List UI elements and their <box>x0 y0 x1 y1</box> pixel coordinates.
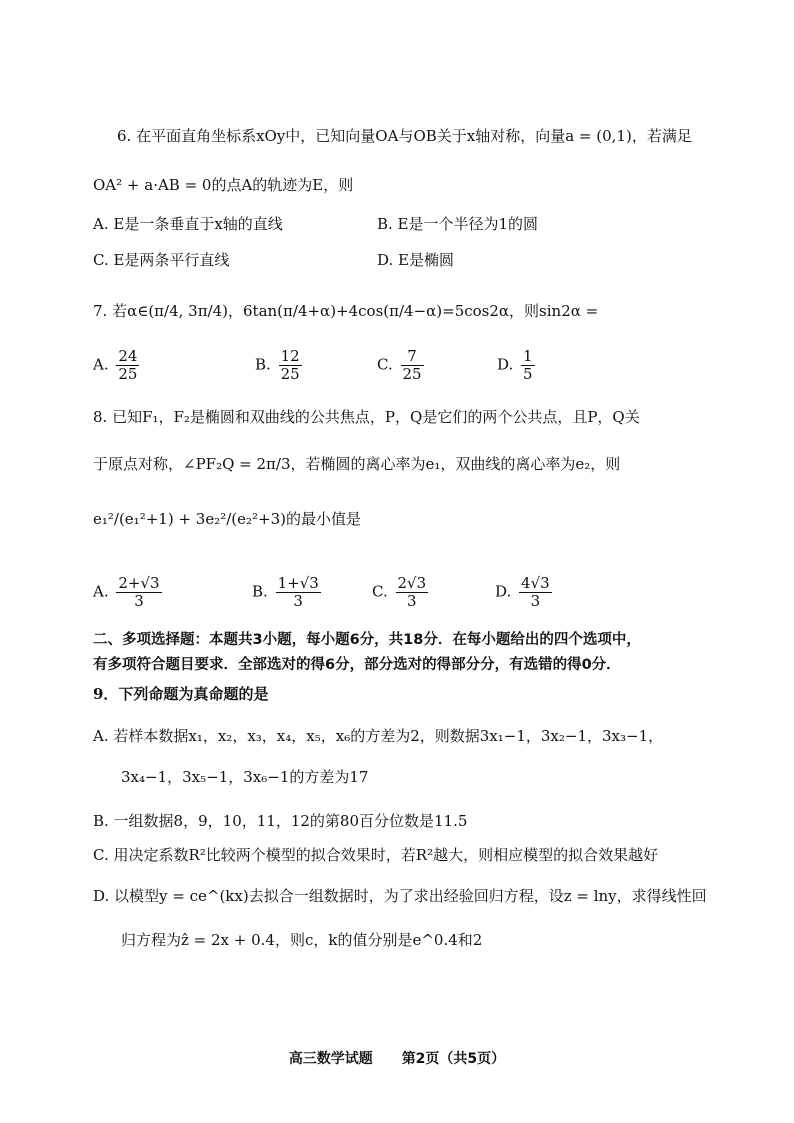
q7-option-d-num: 1 <box>523 347 533 365</box>
q8-line1: 8. 已知F₁，F₂是椭圆和双曲线的公共焦点，P，Q是它们的两个公共点，且P，Q关 <box>93 408 640 426</box>
q6-line2: OA² + a·AB = 0的点A的轨迹为E，则 <box>93 176 354 194</box>
q8-option-d <box>495 575 555 610</box>
q7-option-c-label: C. <box>377 355 393 374</box>
q7-option-d <box>497 348 538 383</box>
q8-option-b-fraction <box>276 575 321 610</box>
q6-option-b: B. E是一个半径为1的圆 <box>377 215 539 233</box>
q7-option-a-den: 25 <box>118 365 138 383</box>
q9-option-d-line1: D. 以模型y = ce^(kx)去拟合一组数据时，为了求出经验回归方程，设z = lny，求得线性回 <box>93 887 707 905</box>
q8-option-d-num: 4√3 <box>521 574 550 592</box>
q8-option-d-den: 3 <box>519 592 552 610</box>
q8-option-a <box>93 575 165 610</box>
q8-option-c <box>372 575 431 610</box>
footer-title: 高三数学试题 <box>288 1051 373 1067</box>
q8-option-a-fraction <box>116 575 161 610</box>
section2-line2: 有多项符合题目要求．全部选对的得6分，部分选对的得部分分，有选错的得0分． <box>93 657 621 673</box>
section2-line1: 二、多项选择题：本题共3小题，每小题6分，共18分．在每小题给出的四个选项中， <box>93 632 641 648</box>
q7-option-a-num: 24 <box>118 347 138 365</box>
q6-option-c: C. E是两条平行直线 <box>93 251 230 269</box>
q8-option-b-label: B. <box>252 582 268 601</box>
q7-option-b-den: 25 <box>280 365 300 383</box>
q7-option-b-label: B. <box>255 355 271 374</box>
q7-stem: 7. 若α∈(π/4, 3π/4)，6tan(π/4+α)+4cos(π/4−α)=5cos2α，则sin2α = <box>93 302 599 320</box>
q6-option-a: A. E是一条垂直于x轴的直线 <box>93 215 283 233</box>
q6-option-d: D. E是椭圆 <box>377 251 454 269</box>
q8-option-b-num: 1+√3 <box>277 574 319 592</box>
q9-option-c: C. 用决定系数R²比较两个模型的拟合效果时，若R²越大，则相应模型的拟合效果越好 <box>93 846 659 864</box>
q8-option-a-num: 2+√3 <box>118 574 160 592</box>
q6-line1: 6. 在平面直角坐标系xOy中，已知向量OA与OB关于x轴对称，向量a = (0,1)，若满足 <box>117 127 692 145</box>
q8-option-a-den: 3 <box>116 592 161 610</box>
q7-option-b-fraction <box>279 348 302 383</box>
q8-option-c-num: 2√3 <box>397 574 427 592</box>
q7-option-c-fraction <box>401 348 424 383</box>
q7-option-b <box>255 348 305 383</box>
q9-stem: 9．下列命题为真命题的是 <box>93 685 269 703</box>
q8-option-d-fraction <box>519 575 552 610</box>
q7-option-a-label: A. <box>93 355 109 374</box>
q8-option-b-den: 3 <box>276 592 321 610</box>
q8-option-c-fraction <box>396 575 429 610</box>
page-footer <box>0 1048 794 1068</box>
q7-option-c <box>377 348 427 383</box>
q8-option-d-label: D. <box>495 582 512 601</box>
footer-page-number: 第2页（共5页） <box>401 1051 506 1067</box>
q9-option-d-line2: 归方程为ẑ = 2x + 0.4，则c，k的值分别是e^0.4和2 <box>121 931 483 949</box>
q8-line2: 于原点对称，∠PF₂Q = 2π/3，若椭圆的离心率为e₁，双曲线的离心率为e₂，则 <box>93 455 621 473</box>
q7-option-c-num: 7 <box>407 347 417 365</box>
q8-option-b <box>252 575 324 610</box>
q9-option-a-line1: A. 若样本数据x₁，x₂，x₃，x₄，x₅，x₆的方差为2，则数据3x₁−1，3x₂−1，3x₃−1， <box>93 727 664 745</box>
q7-option-d-den: 5 <box>523 365 533 383</box>
q7-option-c-den: 25 <box>402 365 422 383</box>
q8-option-c-label: C. <box>372 582 388 601</box>
q7-option-a-fraction <box>116 348 139 383</box>
q7-option-b-num: 12 <box>280 347 300 365</box>
q9-option-a-line2: 3x₄−1，3x₅−1，3x₆−1的方差为17 <box>121 768 369 786</box>
q9-option-b: B. 一组数据8，9，10，11，12的第80百分位数是11.5 <box>93 812 468 830</box>
q8-option-c-den: 3 <box>396 592 429 610</box>
q7-option-d-label: D. <box>497 355 514 374</box>
q8-option-a-label: A. <box>93 582 109 601</box>
q7-option-a <box>93 348 142 383</box>
q7-option-d-fraction <box>521 348 535 383</box>
q8-line3: e₁²/(e₁²+1) + 3e₂²/(e₂²+3)的最小值是 <box>93 510 362 528</box>
